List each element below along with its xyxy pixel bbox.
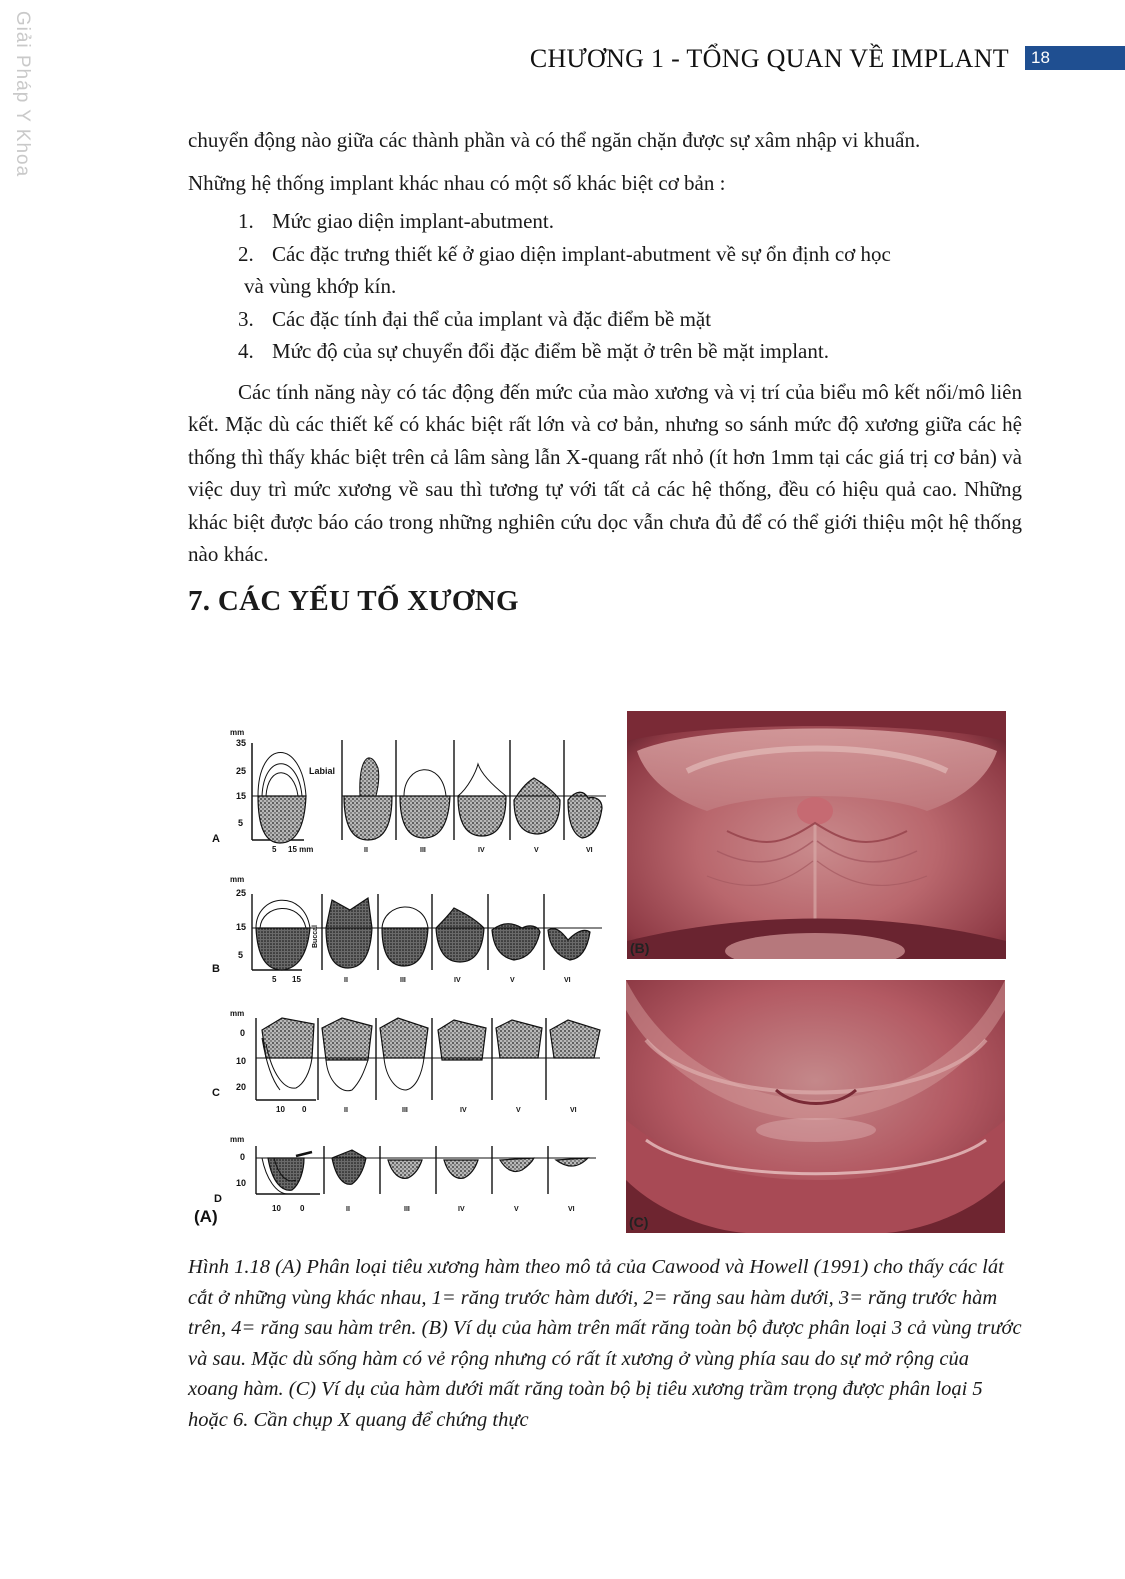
- photo-edentulous-maxilla: [627, 711, 1006, 959]
- svg-text:25: 25: [236, 766, 247, 776]
- svg-text:VI: VI: [570, 1107, 577, 1114]
- svg-text:15 mm: 15 mm: [288, 845, 314, 854]
- row-b: [212, 875, 602, 984]
- svg-text:15: 15: [236, 922, 247, 932]
- svg-text:10: 10: [276, 1105, 285, 1114]
- svg-text:5: 5: [238, 950, 244, 960]
- svg-text:0: 0: [240, 1152, 246, 1162]
- svg-text:35: 35: [236, 738, 247, 748]
- main-content: [188, 124, 1022, 617]
- svg-text:C: C: [212, 1087, 220, 1099]
- paragraph-1: chuyển động nào giữa các thành phần và có thể ngăn chặn được sự xâm nhập vi khuẩn.: [188, 128, 921, 152]
- list-item: 3. Các đặc tính đại thể của implant và đặc điểm bề mặt: [238, 306, 712, 331]
- panel-b-label: (B): [630, 940, 650, 956]
- svg-text:V: V: [510, 977, 515, 984]
- svg-text:Buccal: Buccal: [312, 925, 319, 948]
- svg-text:B: B: [212, 963, 220, 975]
- svg-text:II: II: [344, 977, 348, 984]
- svg-text:5: 5: [272, 975, 277, 984]
- list-item: 4. Mức độ của sự chuyển đổi đặc điểm bề mặt ở trên bề mặt implant.: [238, 339, 829, 363]
- svg-text:IV: IV: [458, 1206, 465, 1213]
- svg-text:5: 5: [272, 845, 277, 854]
- svg-text:D: D: [214, 1193, 222, 1205]
- svg-text:25: 25: [236, 888, 247, 898]
- svg-text:III: III: [420, 847, 426, 854]
- paragraph-2: Những hệ thống implant khác nhau có một số khác biệt cơ bản :: [188, 170, 726, 195]
- svg-text:10: 10: [236, 1056, 247, 1066]
- paragraph-3: Các tính năng này có tác động đến mức của mào xương và vị trí của biểu mô kết nối/mô liên kết. Mặc dù các thiết kế có khác biệt rất lớn và cơ bản, nhưng so sánh mức độ xương giữa các hệ thống thì thấy khác biệt trên cả lâm sàng lẫn X-quang rất nhỏ (ít hơn 1mm tại các giá trị cơ bản) và việc duy trì mức xương về sau thì tương tự với tất cả các hệ thống, đều có hiệu quả cao. Những khác biệt được báo cáo trong những nghiên cứu dọc vẫn chưa đủ để có thể giới thiệu một hệ thống nào khác.: [188, 379, 1022, 566]
- svg-text:II: II: [344, 1107, 348, 1114]
- svg-text:10: 10: [272, 1204, 281, 1213]
- figure-caption: Hình 1.18 (A) Phân loại tiêu xương hàm theo mô tả của Cawood và Howell (1991) cho thấy các lát cắt ở những vùng khác nhau, 1= răng trước hàm dưới, 2= răng sau hàm dưới, 3= răng trước hàm trên, 4= răng sau hàm trên. (B) Ví dụ của hàm trên mất răng toàn bộ được phân loại 3 cả vùng trước và sau. Mặc dù sống hàm có vẻ rộng nhưng có rất ít xương ở vùng phía sau do sự mở rộng của xoang hàm. (C) Ví dụ của hàm dưới mất răng toàn bộ bị tiêu xương trầm trọng được phân loại 5 hoặc 6. Cần chụp X quang để chứng thực: [188, 1256, 1022, 1431]
- svg-text:IV: IV: [460, 1107, 467, 1114]
- panel-a-label: (A): [194, 1207, 218, 1226]
- svg-text:15: 15: [236, 791, 247, 801]
- watermark-text: Giải Pháp Y Khoa: [12, 10, 34, 177]
- svg-text:mm: mm: [230, 1135, 245, 1144]
- chapter-title: CHƯƠNG 1 - TỔNG QUAN VỀ IMPLANT: [529, 44, 1009, 73]
- svg-text:IV: IV: [454, 977, 461, 984]
- svg-text:mm: mm: [230, 728, 245, 737]
- svg-text:0: 0: [300, 1204, 305, 1213]
- svg-text:VI: VI: [586, 847, 593, 854]
- svg-text:A: A: [212, 833, 220, 845]
- svg-text:15: 15: [292, 975, 301, 984]
- row-a: [212, 728, 606, 854]
- svg-text:IV: IV: [478, 847, 485, 854]
- page-number-badge: 18: [1025, 46, 1125, 70]
- svg-text:20: 20: [236, 1082, 247, 1092]
- differences-list: [188, 205, 1022, 368]
- svg-text:V: V: [514, 1206, 519, 1213]
- list-item: 1. Mức giao diện implant-abutment.: [238, 209, 554, 233]
- svg-text:II: II: [364, 847, 368, 854]
- svg-text:mm: mm: [230, 1009, 245, 1018]
- svg-text:mm: mm: [230, 875, 245, 884]
- photo-resorbed-mandible: [626, 980, 1005, 1233]
- svg-text:III: III: [404, 1206, 410, 1213]
- svg-text:III: III: [402, 1107, 408, 1114]
- svg-text:III: III: [400, 977, 406, 984]
- svg-text:V: V: [516, 1107, 521, 1114]
- row-c: [212, 1009, 600, 1114]
- panel-c-label: (C): [629, 1214, 649, 1230]
- watermark: [2, 6, 42, 181]
- svg-text:Labial: Labial: [309, 766, 336, 776]
- svg-text:5: 5: [238, 818, 244, 828]
- cawood-howell-diagram: [192, 718, 612, 1230]
- svg-text:10: 10: [236, 1178, 247, 1188]
- section-heading: 7. CÁC YẾU TỐ XƯƠNG: [188, 584, 519, 617]
- list-item: 2. Các đặc trưng thiết kế ở giao diện implant-abutment về sự ổn định cơ học và vùng khớp kín.: [238, 241, 891, 298]
- svg-text:VI: VI: [564, 977, 571, 984]
- svg-text:VI: VI: [568, 1206, 575, 1213]
- page-header: [0, 44, 1125, 78]
- svg-text:II: II: [346, 1206, 350, 1213]
- svg-text:V: V: [534, 847, 539, 854]
- svg-text:0: 0: [302, 1105, 307, 1114]
- row-d: [214, 1135, 596, 1213]
- svg-text:0: 0: [240, 1028, 246, 1038]
